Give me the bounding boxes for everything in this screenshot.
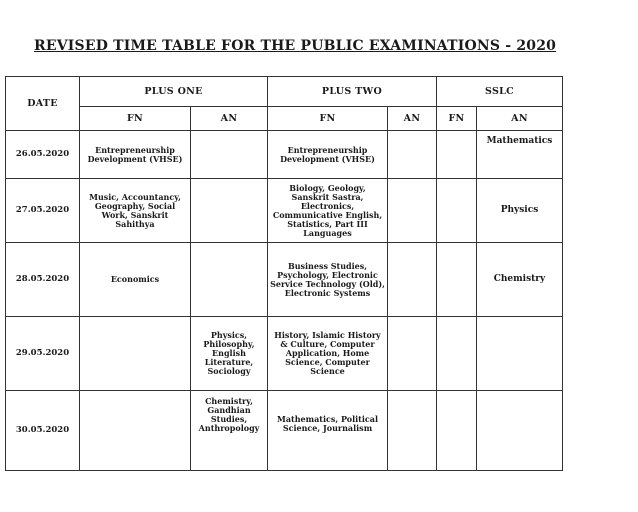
sslc-an-cell [477,391,563,471]
plus-one-an-cell: Chemistry, Gandhian Studies, Anthropology [191,391,268,471]
date-cell: 26.05.2020 [6,131,80,179]
plus-two-fn-header: FN [268,107,388,131]
date-cell: 27.05.2020 [6,179,80,243]
sslc-fn-cell [437,179,477,243]
date-cell: 28.05.2020 [6,243,80,317]
table-row [6,179,563,243]
plus-two-an-cell [388,243,437,317]
date-cell: 30.05.2020 [6,391,80,471]
plus-one-fn-header: FN [80,107,191,131]
date-header: DATE [6,77,80,131]
plus-one-an-header: AN [191,107,268,131]
plus-two-fn-cell: Business Studies, Psychology, Electronic Service Technology (Old), Electronic Systems [268,243,388,317]
plus-one-an-cell [191,179,268,243]
sslc-fn-cell [437,243,477,317]
plus-one-fn-cell: Entrepreneurship Development (VHSE) [80,131,191,179]
header-row-2 [6,107,563,131]
date-cell: 29.05.2020 [6,317,80,391]
sslc-an-header: AN [477,107,563,131]
plus-one-an-cell [191,243,268,317]
plus-two-an-cell [388,391,437,471]
sslc-an-cell: Chemistry [477,243,563,317]
sslc-an-cell: Mathematics [477,131,563,179]
plus-two-an-header: AN [388,107,437,131]
table-row [6,131,563,179]
sslc-an-cell [477,317,563,391]
plus-one-fn-cell [80,391,191,471]
plus-two-header: PLUS TWO [268,77,437,107]
plus-two-an-cell [388,317,437,391]
plus-one-an-cell: Physics, Philosophy, English Literature, Sociology [191,317,268,391]
sslc-fn-cell [437,131,477,179]
table-row [6,243,563,317]
timetable [5,76,563,471]
sslc-fn-cell [437,391,477,471]
header-row-1 [6,77,563,107]
plus-one-an-cell [191,131,268,179]
sslc-fn-header: FN [437,107,477,131]
plus-two-an-cell [388,131,437,179]
sslc-fn-cell [437,317,477,391]
plus-two-an-cell [388,179,437,243]
plus-one-fn-cell: Music, Accountancy, Geography, Social Work, Sanskrit Sahithya [80,179,191,243]
table-row [6,391,563,471]
plus-two-fn-cell: Mathematics, Political Science, Journalism [268,391,388,471]
page-title: REVISED TIME TABLE FOR THE PUBLIC EXAMINATIONS - 2020 [34,38,557,54]
plus-one-header: PLUS ONE [80,77,268,107]
sslc-header: SSLC [437,77,563,107]
sslc-an-cell: Physics [477,179,563,243]
plus-two-fn-cell: History, Islamic History & Culture, Computer Application, Home Science, Computer Science [268,317,388,391]
plus-two-fn-cell: Biology, Geology, Sanskrit Sastra, Electronics, Communicative English, Statistics, Part III Languages [268,179,388,243]
table-row [6,317,563,391]
plus-one-fn-cell: Economics [80,243,191,317]
plus-one-fn-cell [80,317,191,391]
plus-two-fn-cell: Entrepreneurship Development (VHSE) [268,131,388,179]
